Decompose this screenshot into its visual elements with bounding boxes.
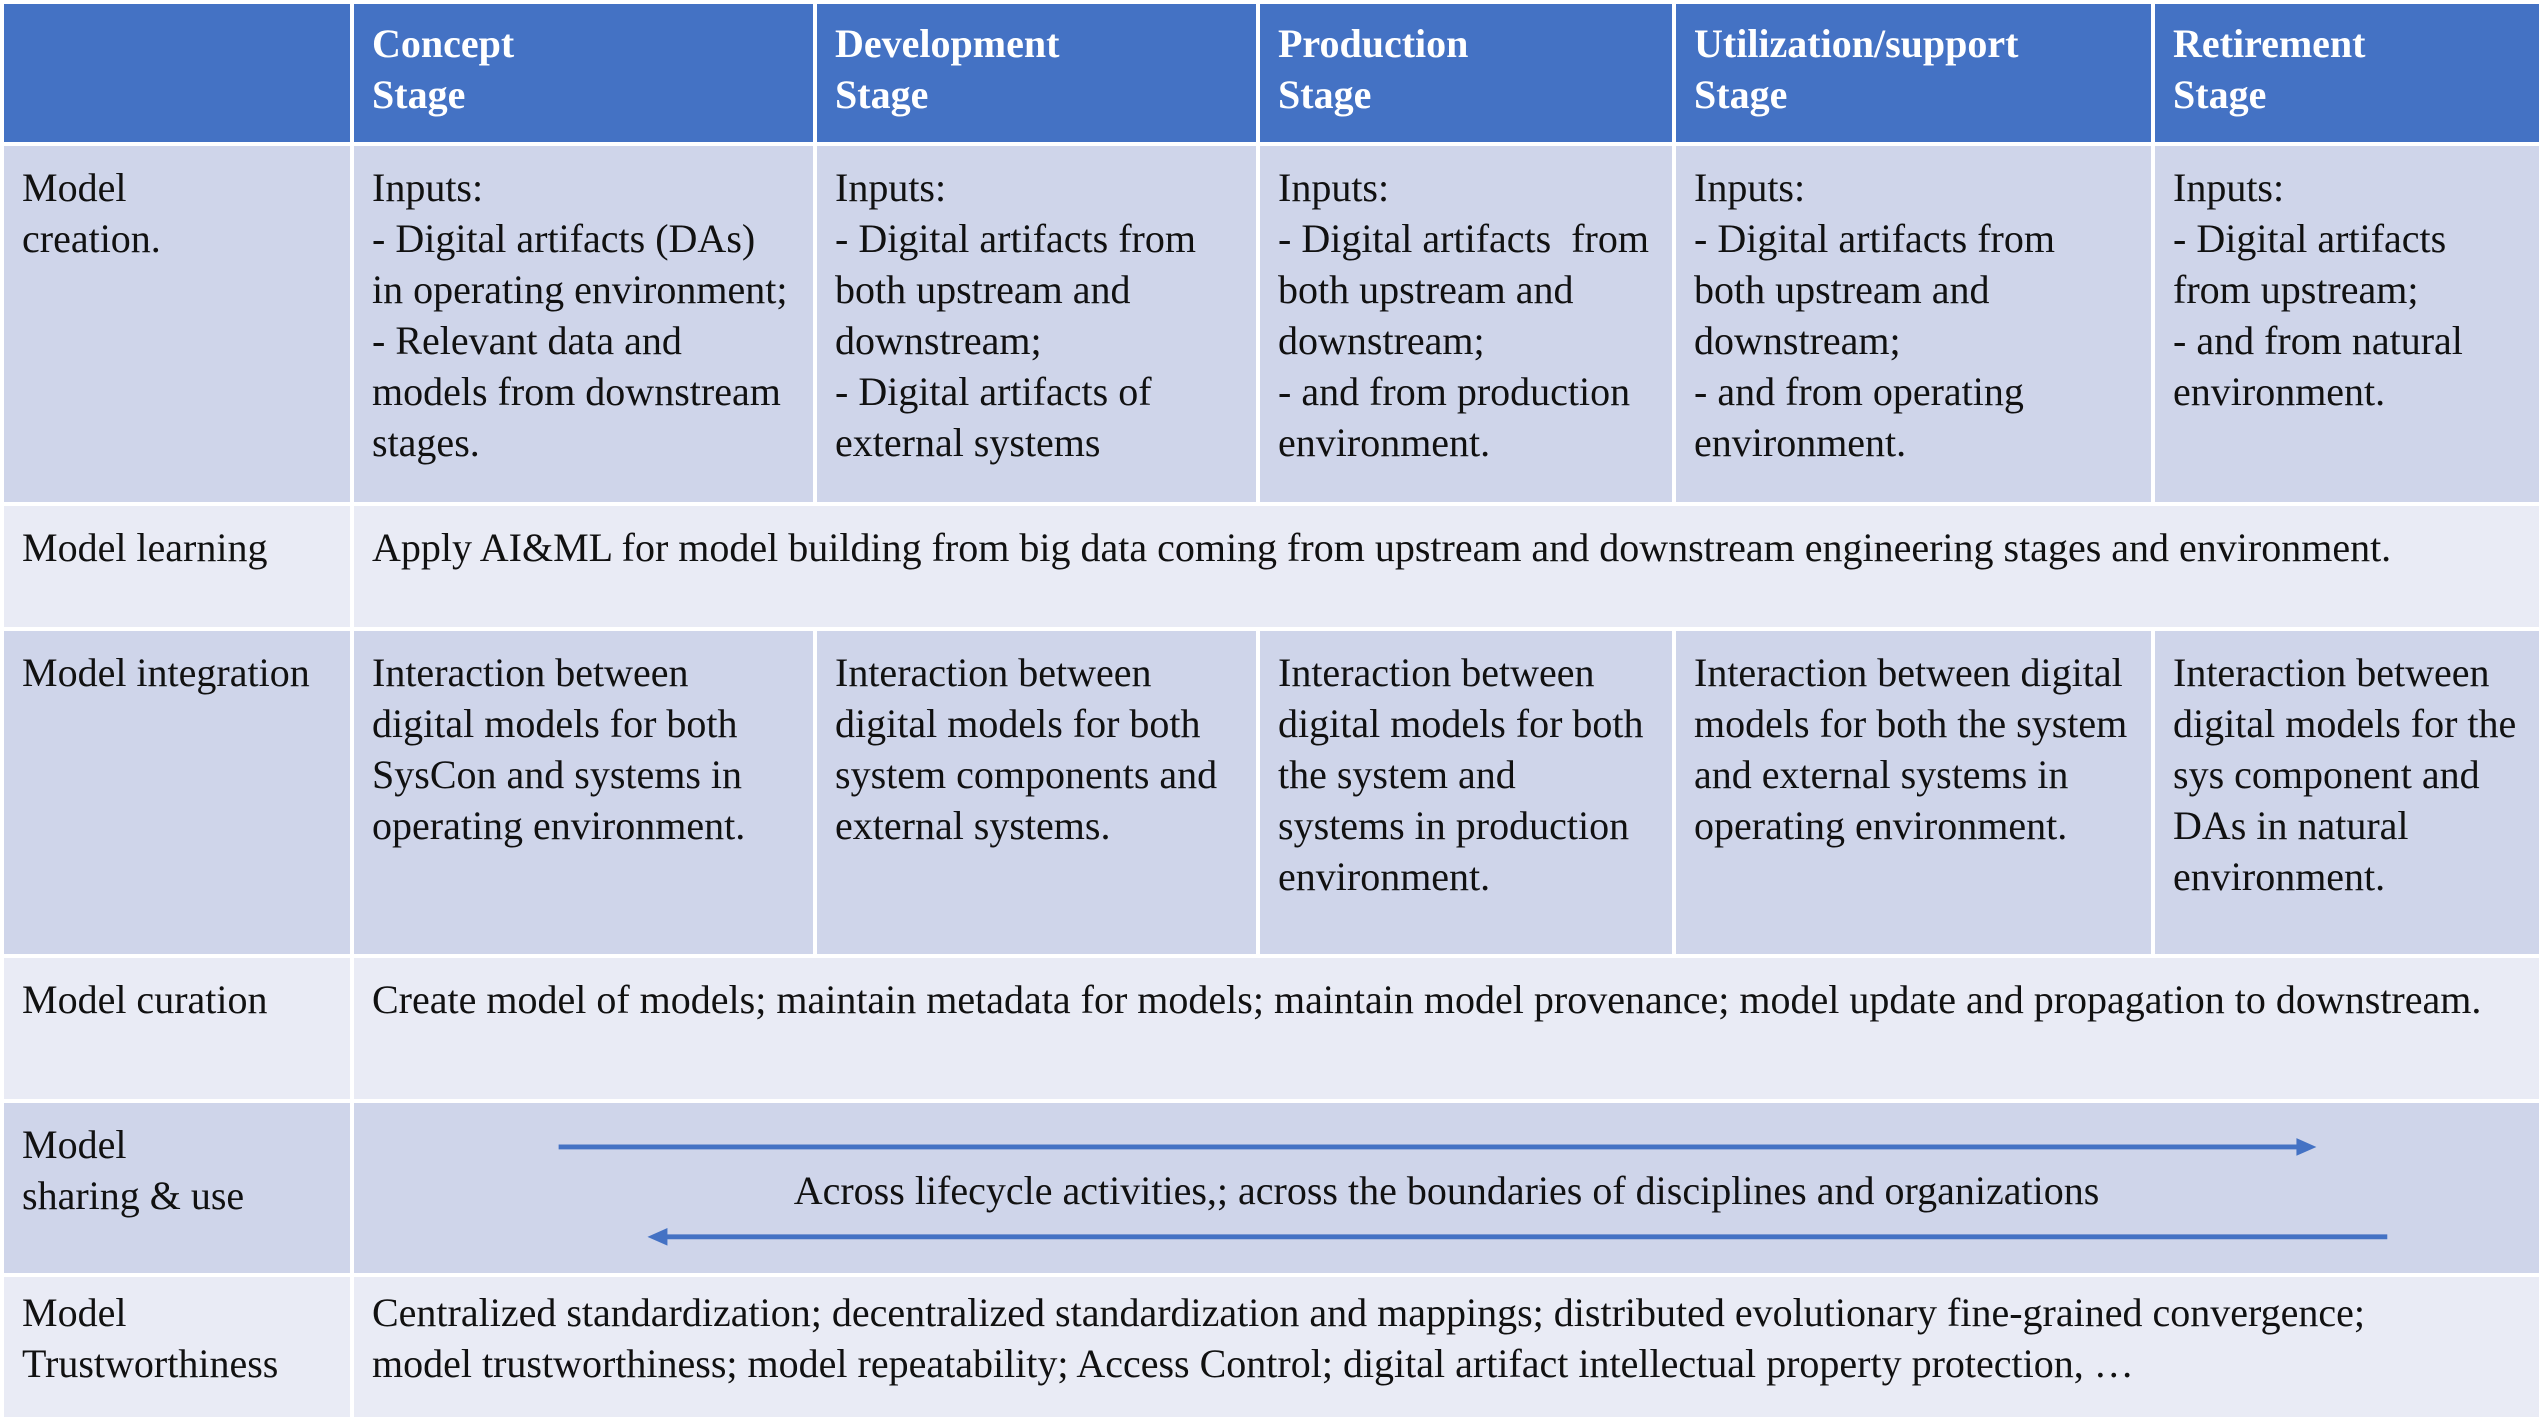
cell-integration-utilization: Interaction between digital models for both the system and external systems in operating environment. [1674, 629, 2153, 956]
sharing-text: Across lifecycle activities,; across the boundaries of disciplines and organizations [793, 1168, 2100, 1213]
row-model-curation [2, 956, 2539, 1101]
cell-integration-production: Interaction between digital models for both the system and systems in production environment. [1258, 629, 1674, 956]
cell-creation-retirement: Inputs: - Digital artifacts from upstream; - and from natural environment. [2153, 144, 2539, 504]
row-label-model-learning: Model learning [2, 504, 352, 629]
header-production-stage: Production Stage [1258, 2, 1674, 144]
row-model-trustworthiness [2, 1275, 2539, 1419]
header-utilization-stage: Utilization/support Stage [1674, 2, 2153, 144]
row-label-model-sharing: Model sharing & use [2, 1101, 352, 1275]
cell-integration-concept: Interaction between digital models for both SysCon and systems in operating environment. [352, 629, 815, 956]
left-arrow-icon [647, 1228, 2387, 1246]
cell-sharing [352, 1101, 2539, 1275]
row-model-sharing [2, 1101, 2539, 1275]
row-model-integration [2, 629, 2539, 956]
right-arrow-icon [559, 1138, 2317, 1156]
header-development-stage: Development Stage [815, 2, 1258, 144]
row-label-model-integration: Model integration [2, 629, 352, 956]
header-concept-stage: Concept Stage [352, 2, 815, 144]
cell-integration-retirement: Interaction between digital models for the sys component and DAs in natural environment. [2153, 629, 2539, 956]
row-model-creation [2, 144, 2539, 504]
row-label-model-creation: Model creation. [2, 144, 352, 504]
row-model-learning [2, 504, 2539, 629]
header-row [2, 2, 2539, 144]
header-retirement-stage: Retirement Stage [2153, 2, 2539, 144]
cell-integration-development: Interaction between digital models for both system components and external systems. [815, 629, 1258, 956]
cell-learning-text: Apply AI&ML for model building from big data coming from upstream and downstream engineering stages and environment. [352, 504, 2539, 629]
row-label-model-curation: Model curation [2, 956, 352, 1101]
cell-curation-text: Create model of models; maintain metadata for models; maintain model provenance; model update and propagation to downstream. [352, 956, 2539, 1101]
cell-creation-utilization: Inputs: - Digital artifacts from both upstream and downstream; - and from operating environment. [1674, 144, 2153, 504]
cell-creation-development: Inputs: - Digital artifacts from both upstream and downstream; - Digital artifacts of external systems [815, 144, 1258, 504]
cell-creation-production: Inputs: - Digital artifacts from both upstream and downstream; - and from production environment. [1258, 144, 1674, 504]
header-corner [2, 2, 352, 144]
cell-trust-text: Centralized standardization; decentralized standardization and mappings; distributed evolutionary fine-grained convergence; model trustworthiness; model repeatability; Access Control; digital artifact intellectual property protection, … [352, 1275, 2539, 1419]
cell-creation-concept: Inputs: - Digital artifacts (DAs) in operating environment; - Relevant data and models from downstream stages. [352, 144, 815, 504]
row-label-model-trustworthiness: Model Trustworthiness [2, 1275, 352, 1419]
